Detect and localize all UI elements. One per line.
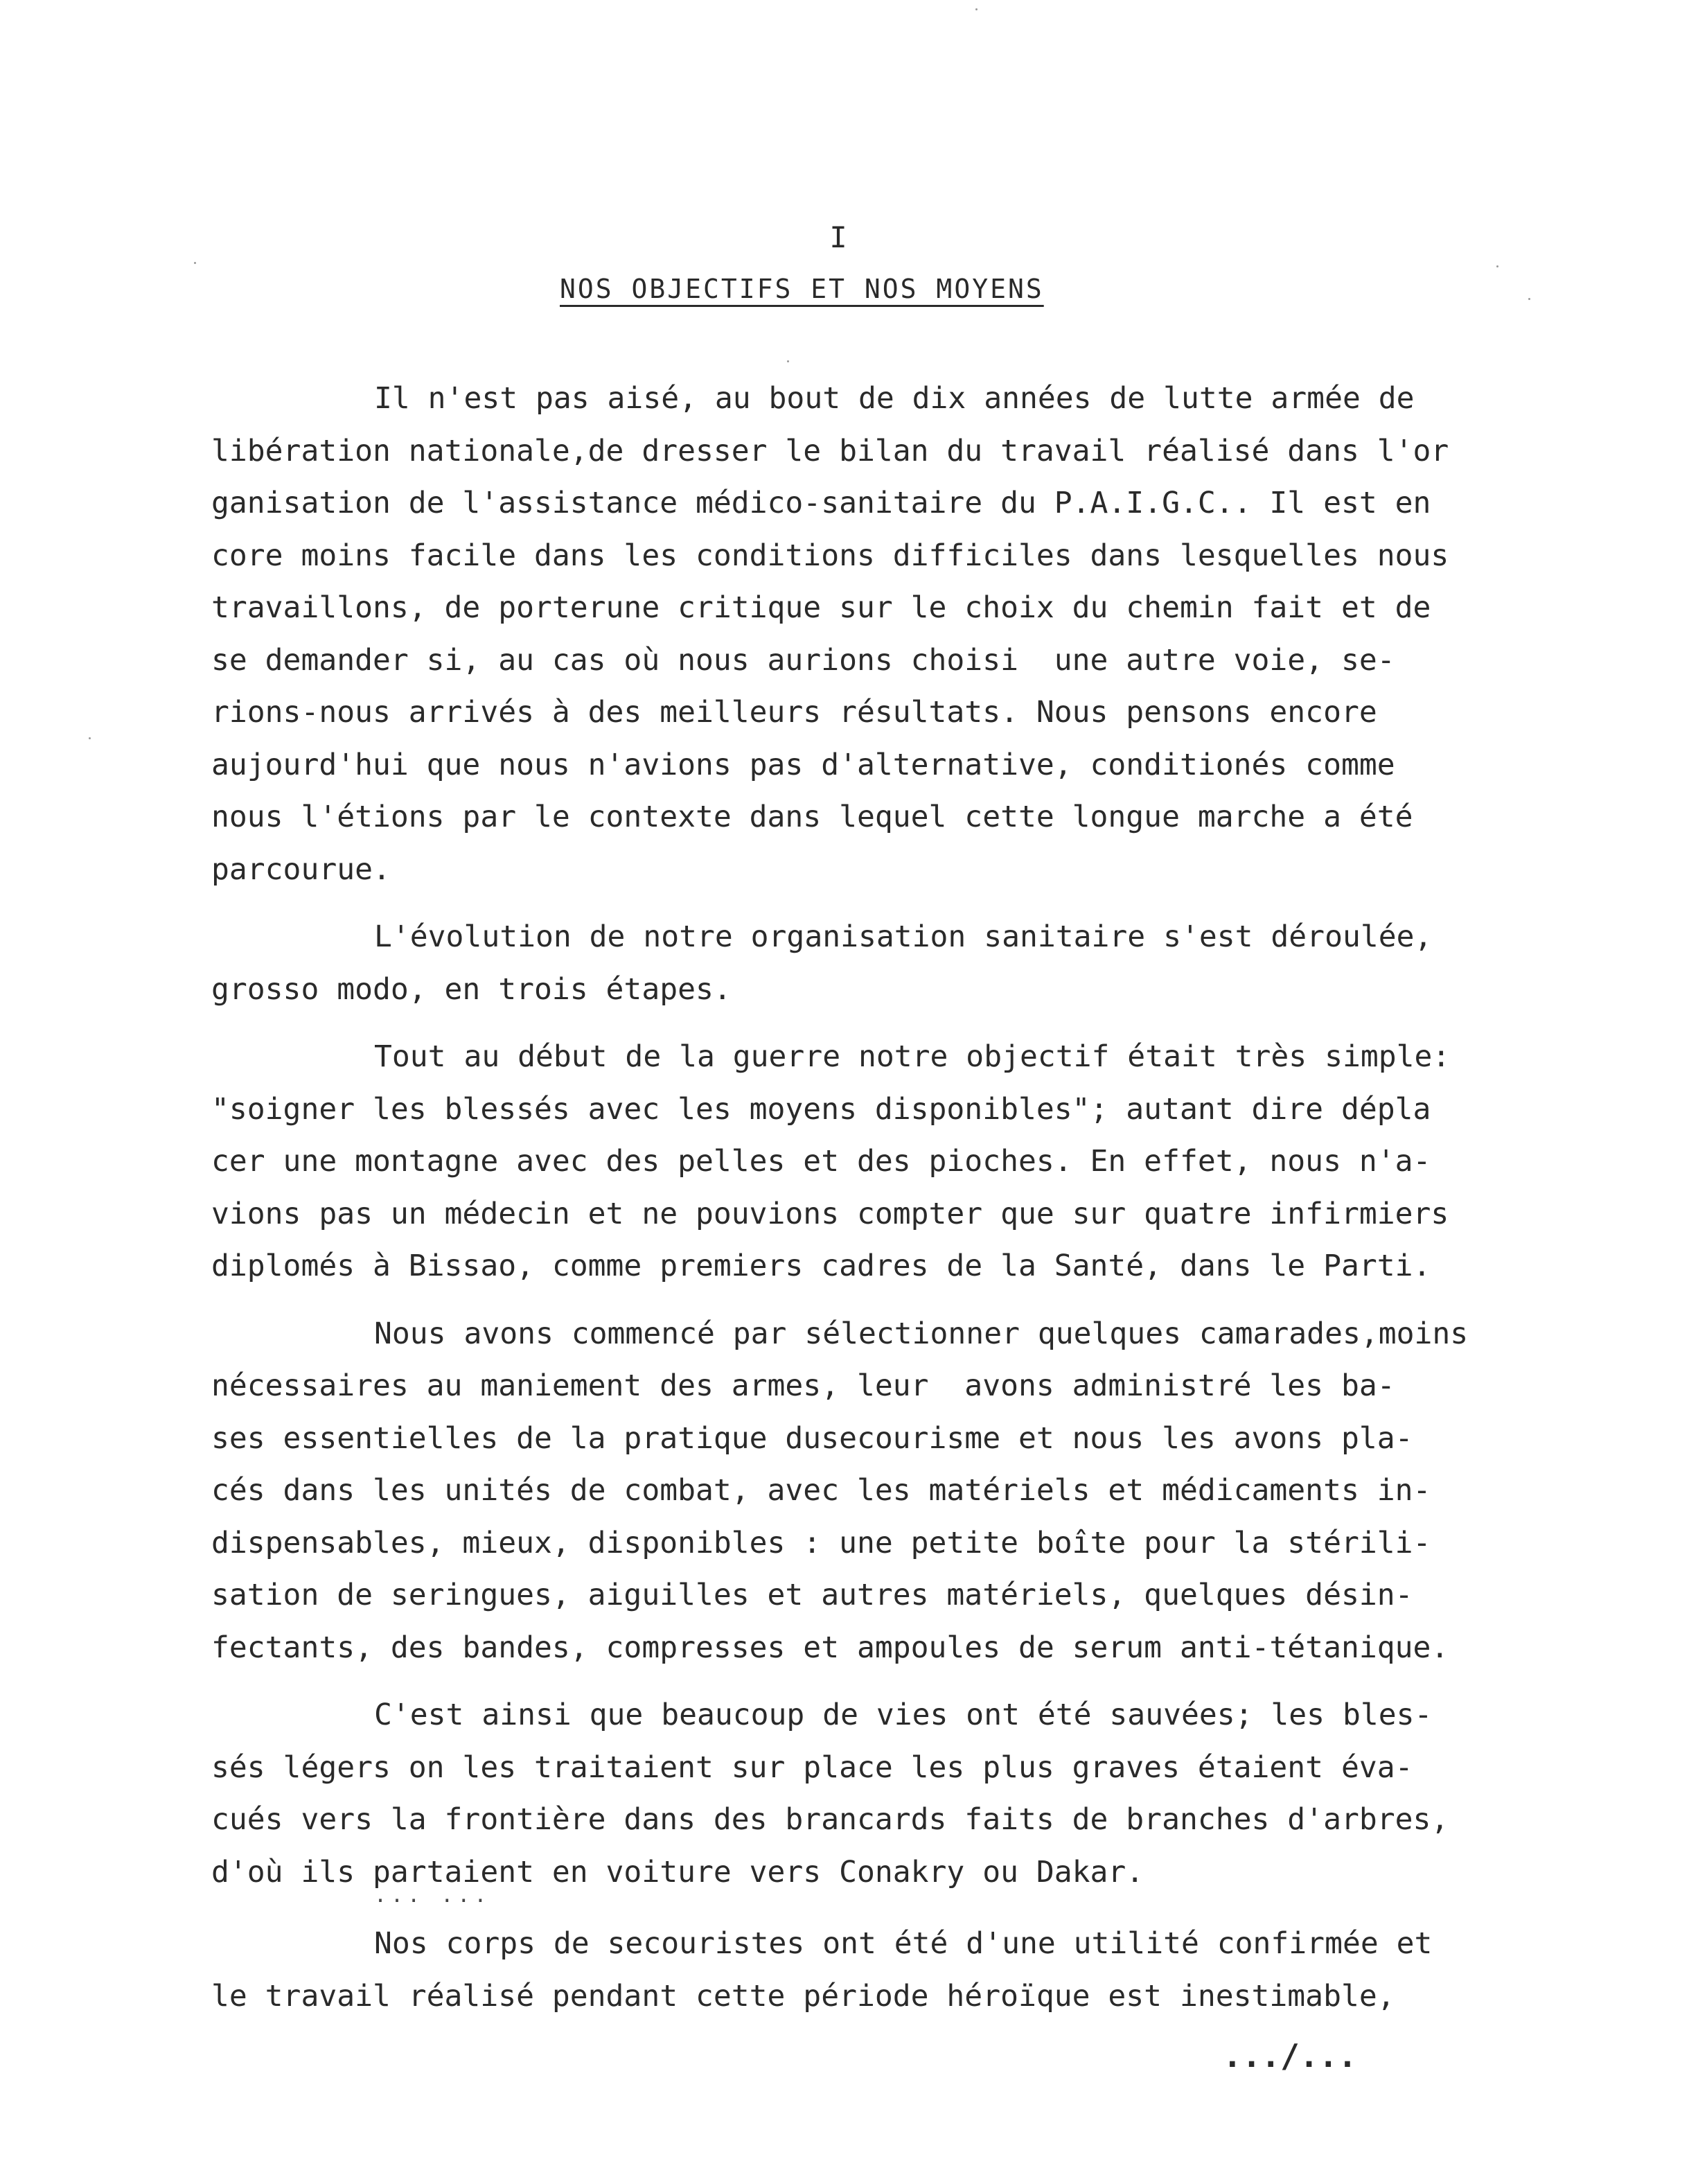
paragraph bbox=[211, 1031, 1638, 1293]
text-line: ganisation de l'assistance médico-sanitaire du P.A.I.G.C.. Il est en bbox=[211, 486, 1431, 520]
body-text bbox=[211, 373, 1638, 2038]
text-line: le travail réalisé pendant cette période héroïque est inestimable, bbox=[211, 1978, 1395, 2014]
text-line: Tout au début de la guerre notre objectif était très simple: bbox=[374, 1039, 1451, 1074]
text-line: rions-nous arrivés à des meilleurs résultats. Nous pensons encore bbox=[211, 695, 1377, 730]
text-line: vions pas un médecin et ne pouvions compter que sur quatre infirmiers bbox=[211, 1196, 1449, 1231]
text-line: Nous avons commencé par sélectionner quelques camarades,moins bbox=[374, 1316, 1469, 1351]
text-line: Nos corps de secouristes ont été d'une utilité confirmée et bbox=[374, 1926, 1433, 1961]
text-line: aujourd'hui que nous n'avions pas d'alternative, conditionés comme bbox=[211, 747, 1395, 782]
text-line: core moins facile dans les conditions difficiles dans lesquelles nous bbox=[211, 538, 1449, 573]
text-line: travaillons, de porterune critique sur le choix du chemin fait et de bbox=[211, 590, 1431, 625]
chapter-number: I bbox=[829, 220, 847, 254]
text-line: dispensables, mieux, disponibles : une petite boîte pour la stérili- bbox=[211, 1525, 1431, 1560]
scan-speck bbox=[787, 360, 789, 362]
text-line: nécessaires au maniement des armes, leur avons administré les ba- bbox=[211, 1368, 1395, 1403]
scan-speck bbox=[1496, 265, 1498, 267]
separator-dots: ... ... bbox=[374, 1883, 491, 1908]
text-line: sation de seringues, aiguilles et autres matériels, quelques désin- bbox=[211, 1578, 1413, 1612]
paragraph bbox=[211, 1918, 1638, 2023]
paragraph bbox=[211, 373, 1638, 896]
text-line: Il n'est pas aisé, au bout de dix années de lutte armée de bbox=[374, 381, 1415, 416]
text-line: parcourue. bbox=[211, 852, 391, 887]
text-line: cer une montagne avec des pelles et des pioches. En effet, nous n'a- bbox=[211, 1144, 1431, 1179]
text-line: libération nationale,de dresser le bilan du travail réalisé dans l'or bbox=[211, 433, 1449, 468]
paragraph bbox=[211, 1308, 1638, 1675]
paragraph bbox=[211, 1689, 1638, 1899]
text-line: se demander si, au cas où nous aurions choisi une autre voie, se- bbox=[211, 642, 1395, 678]
text-line: grosso modo, en trois étapes. bbox=[211, 971, 732, 1007]
text-line: L'évolution de notre organisation sanitaire s'est déroulée, bbox=[374, 919, 1433, 954]
scan-speck bbox=[1528, 298, 1530, 300]
text-line: fectants, des bandes, compresses et ampoules de serum anti-tétanique. bbox=[211, 1630, 1449, 1665]
text-line: nous l'étions par le contexte dans lequel cette longue marche a été bbox=[211, 800, 1413, 834]
text-line: diplomés à Bissao, comme premiers cadres de la Santé, dans le Parti. bbox=[211, 1249, 1431, 1283]
page-continuation-mark: .../... bbox=[1223, 2037, 1357, 2075]
text-line: cés dans les unités de combat, avec les matériels et médicaments in- bbox=[211, 1473, 1431, 1508]
scan-speck bbox=[194, 262, 196, 264]
scan-speck bbox=[975, 8, 978, 10]
text-line: ses essentielles de la pratique dusecourisme et nous les avons pla- bbox=[211, 1420, 1413, 1456]
text-line: "soigner les blessés avec les moyens disponibles"; autant dire dépla bbox=[211, 1091, 1431, 1127]
text-line: cués vers la frontière dans des brancards faits de branches d'arbres, bbox=[211, 1802, 1449, 1837]
chapter-title: NOS OBJECTIFS ET NOS MOYENS bbox=[560, 274, 1044, 304]
text-line: d'où ils partaient en voiture vers Conakry ou Dakar. bbox=[211, 1854, 1144, 1890]
paragraph bbox=[211, 911, 1638, 1016]
text-line: sés légers on les traitaient sur place les plus graves étaient éva- bbox=[211, 1750, 1413, 1785]
text-line: C'est ainsi que beaucoup de vies ont été sauvées; les bles- bbox=[374, 1698, 1433, 1732]
scan-speck bbox=[89, 737, 91, 739]
